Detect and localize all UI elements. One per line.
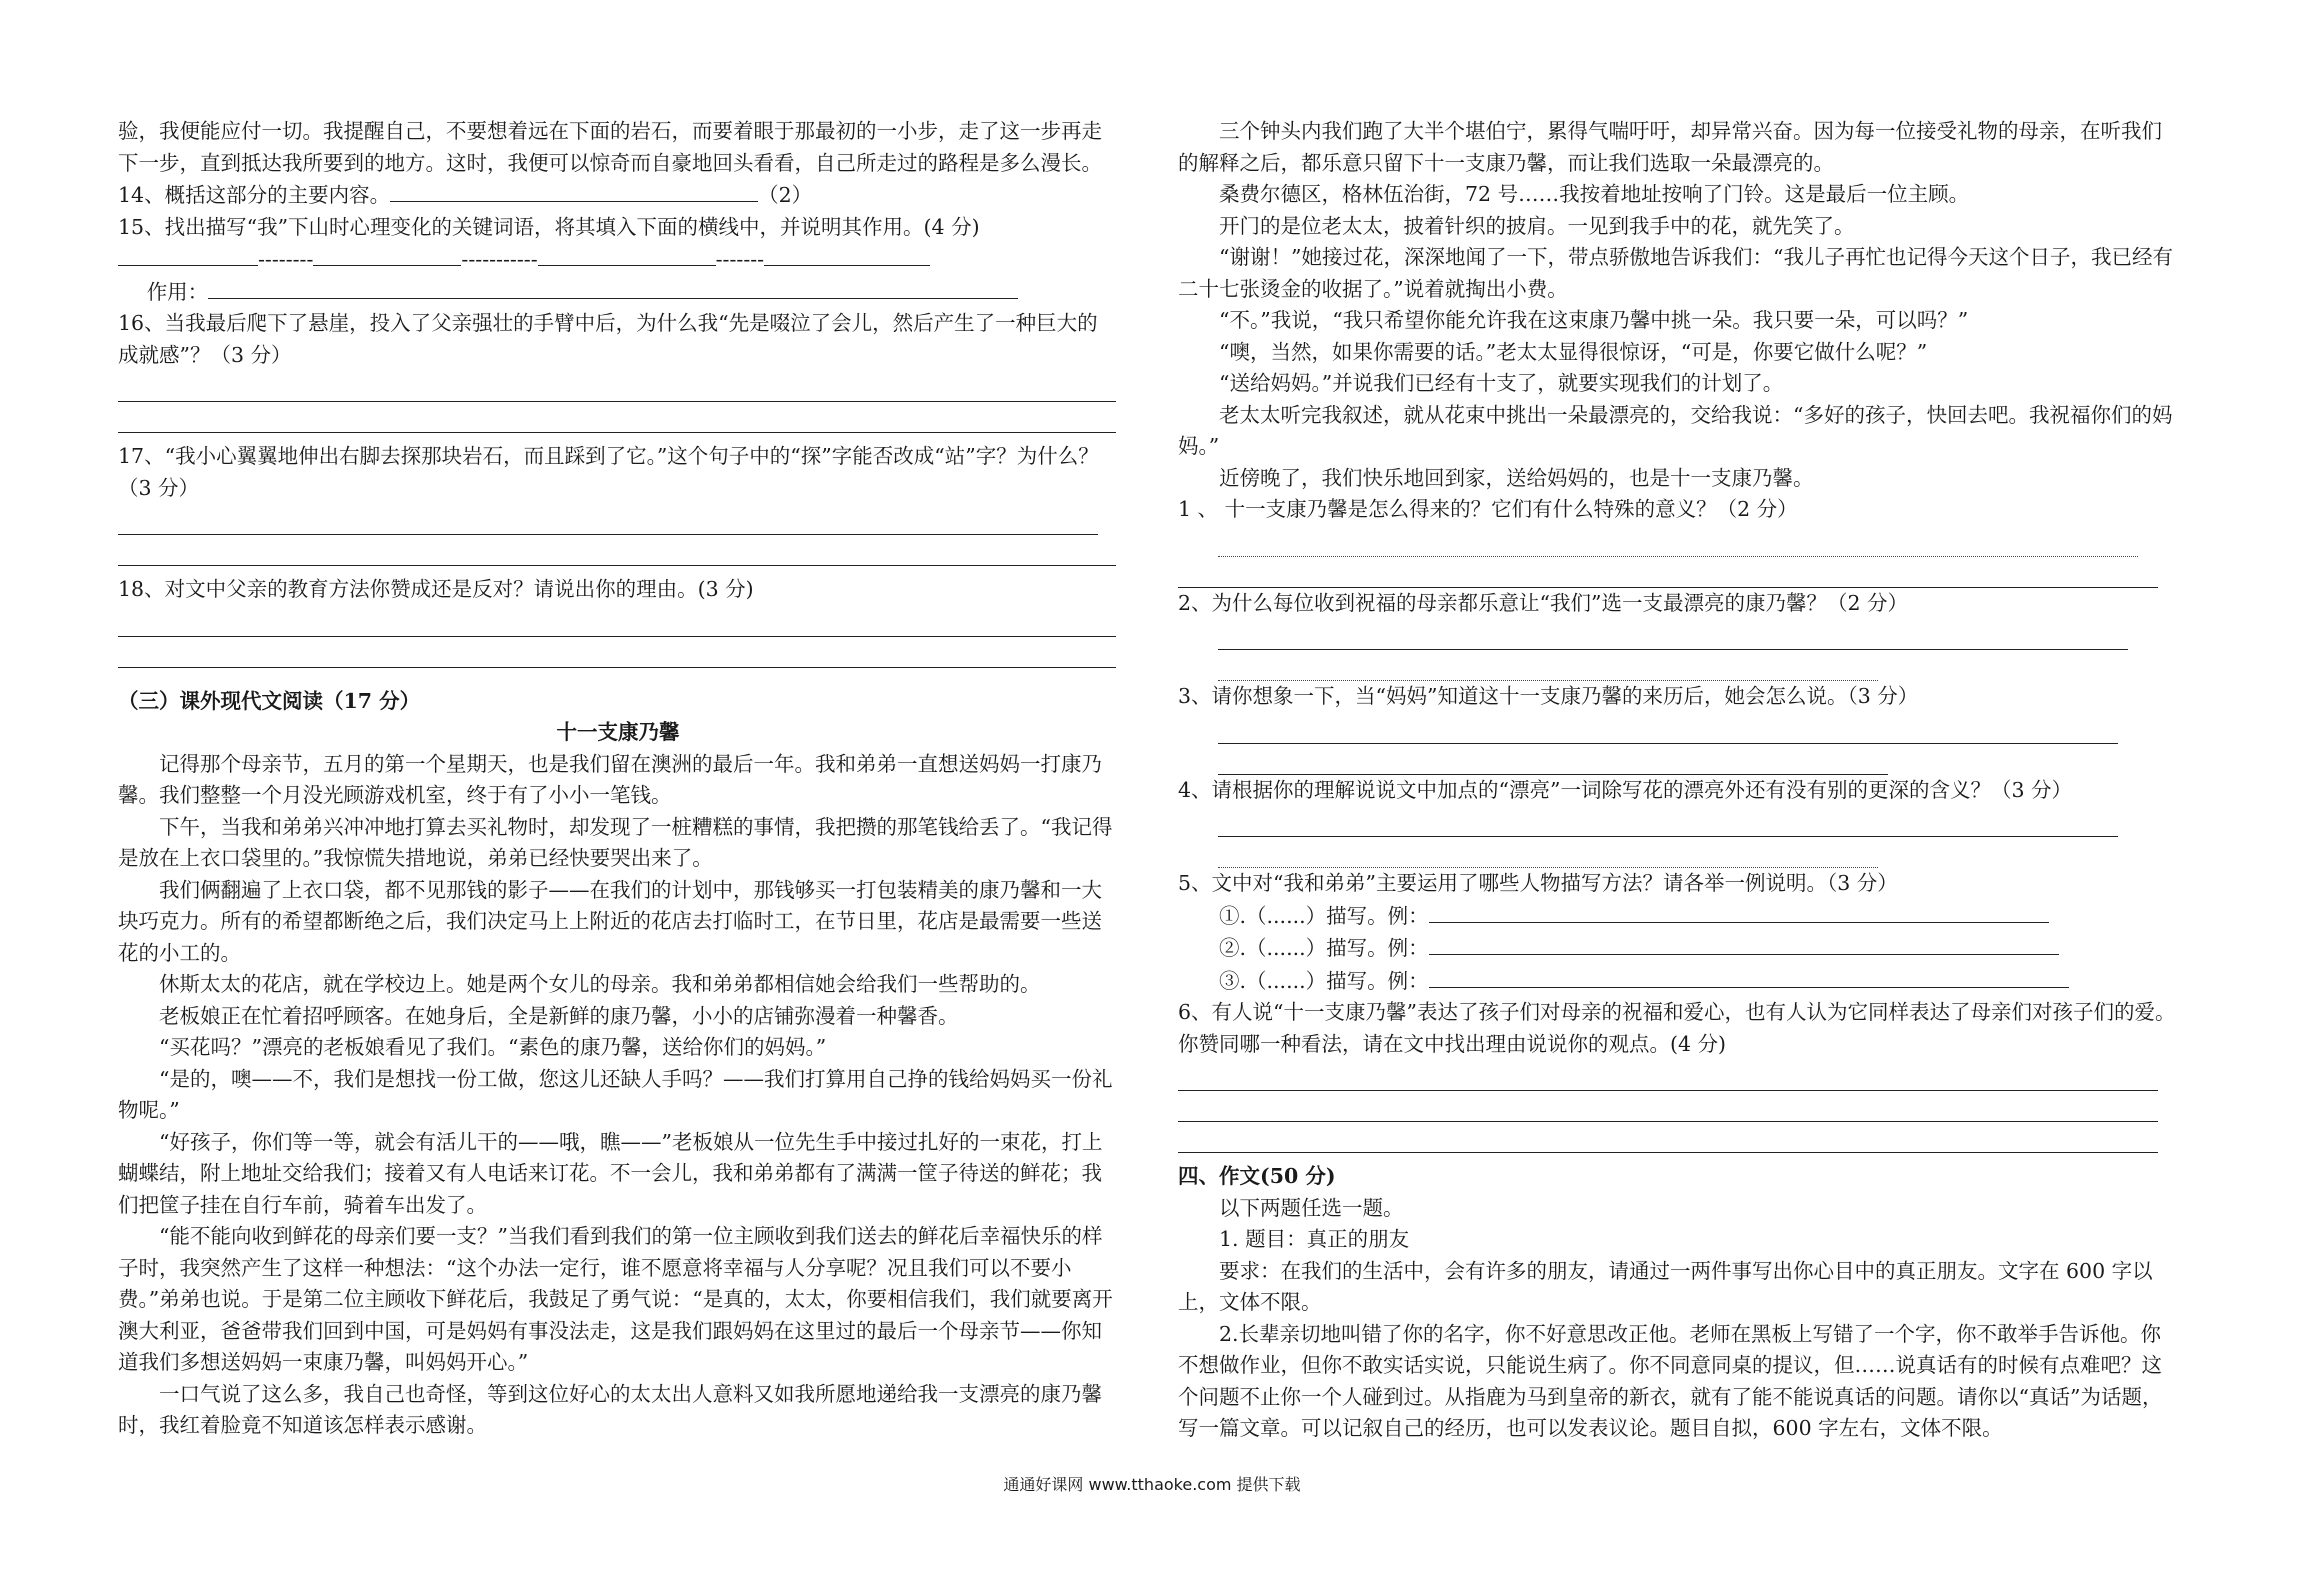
passage-paragraph: 休斯太太的花店，就在学校边上。她是两个女儿的母亲。我和弟弟都相信她会给我们一些帮助的。 xyxy=(159,972,1041,996)
question-18: 18、对文中父亲的教育方法你赞成还是反对？请说出你的理由。(3 分) xyxy=(118,577,754,601)
answer-blank-14[interactable] xyxy=(390,179,758,202)
keyword-blank-1[interactable] xyxy=(118,243,258,266)
question-15: 15、找出描写“我”下山时心理变化的关键词语，将其填入下面的横线中，并说明其作用。(4 分) xyxy=(118,214,980,239)
item-label: ②.（......）描写。例： xyxy=(1219,936,1429,960)
answer-line[interactable] xyxy=(118,371,1116,402)
answer-line[interactable] xyxy=(1218,837,1878,868)
passage-paragraph: 老太太听完我叙述，就从花束中挑出一朵最漂亮的，交给我说：“多好的孩子，快回去吧。我祝福你们的妈妈。” xyxy=(1178,402,2173,458)
passage-paragraph: “不。”我说，“我只希望你能允许我在这束康乃馨中挑一朵。我只要一朵，可以吗？” xyxy=(1219,308,1969,332)
passage-paragraph: 三个钟头内我们跑了大半个堪伯宁，累得气喘吁吁，却异常兴奋。因为每一位接受礼物的母亲，在听我们的解释之后，都乐意只留下十一支康乃馨，而让我们选取一朵最漂亮的。 xyxy=(1178,119,2162,175)
question-14-text: 14、概括这部分的主要内容。 xyxy=(118,183,391,207)
reading-question-4: 4、请根据你的理解说说文中加点的“漂亮”一词除写花的漂亮外还有没有别的更深的含义？（3 分） xyxy=(1178,777,2073,802)
composition-2: 2.长辈亲切地叫错了你的名字，你不好意思改正他。老师在黑板上写错了一个字，你不敢举手告诉他。你不想做作业，但你不敢实话实说，只能说生病了。你不同意同桌的提议，但……说真话有的时候有点难吧？这个问题不止你一个人碰到过。从指鹿为马到皇帝的新衣，就有了能不能说真话的问题。请你以“真话”为话题，写一篇文章。可以记叙自己的经历，也可以发表议论。题目自拟，600 字左右，文体不限。 xyxy=(1178,1321,2163,1440)
answer-line[interactable] xyxy=(1218,619,2128,650)
reading-question-5: 5、文中对“我和弟弟”主要运用了哪些人物描写方法？请各举一例说明。（3 分） xyxy=(1178,871,1898,895)
passage-paragraph: “买花吗？”漂亮的老板娘看见了我们。“素色的康乃馨，送给你们的妈妈。” xyxy=(159,1035,827,1059)
answer-line[interactable] xyxy=(118,402,1116,433)
reading-question-2: 2、为什么每位收到祝福的母亲都乐意让“我们”选一支最漂亮的康乃馨？（2 分） xyxy=(1178,590,1909,615)
answer-line[interactable] xyxy=(1218,744,1888,775)
page-footer: 通通好课网 www.tthaoke.com 提供下载 xyxy=(1003,1475,1301,1494)
example-blank[interactable] xyxy=(1429,965,2069,988)
answer-line[interactable] xyxy=(1178,1122,2158,1153)
passage-paragraph: 桑费尔德区，格林伍治街，72 号……我按着地址按响了门铃。这是最后一位主顾。 xyxy=(1219,182,1970,206)
answer-line[interactable] xyxy=(1178,1091,2158,1122)
reading-question-1: 1 、 十一支康乃馨是怎么得来的？它们有什么特殊的意义？（2 分） xyxy=(1178,497,1798,521)
answer-line[interactable] xyxy=(118,535,1116,566)
passage-paragraph: 一口气说了这么多，我自己也奇怪，等到这位好心的太太出人意料又如我所愿地递给我一支漂亮的康乃馨时，我红着脸竟不知道该怎样表示感谢。 xyxy=(118,1381,1102,1437)
question-14-score: （2） xyxy=(758,183,813,207)
passage-title: 十一支康乃馨 xyxy=(556,720,680,744)
answer-line[interactable] xyxy=(118,637,1116,668)
question-16: 16、当我最后爬下了悬崖，投入了父亲强壮的手臂中后，为什么我“先是啜泣了会儿，然后产生了一种巨大的成就感”？（3 分） xyxy=(118,311,1098,367)
intro-paragraph: 验，我便能应付一切。我提醒自己，不要想着远在下面的岩石，而要着眼于那最初的一小步，走了这一步再走下一步，直到抵达我所要到的地方。这时，我便可以惊奇而自豪地回头看看，自己所走过的路程是多么漫长。 xyxy=(118,119,1102,175)
blank-separator: -------- xyxy=(258,247,314,271)
answer-line[interactable] xyxy=(1178,1060,2158,1091)
blank-separator: ------- xyxy=(715,247,765,271)
passage-paragraph: “谢谢！”她接过花，深深地闻了一下，带点骄傲地告诉我们：“我儿子再忙也记得今天这个日子，我已经有二十七张烫金的收据了。”说着就掏出小费。 xyxy=(1178,245,2173,301)
answer-line[interactable] xyxy=(1218,650,1878,681)
answer-line[interactable] xyxy=(118,606,1116,637)
question-15-blanks xyxy=(118,243,1118,276)
answer-line[interactable] xyxy=(1218,713,2118,744)
section-3-heading: （三）课外现代文阅读（17 分） xyxy=(118,688,421,713)
passage-paragraph: 老板娘正在忙着招呼顾客。在她身后，全是新鲜的康乃馨，小小的店铺弥漫着一种馨香。 xyxy=(159,1003,959,1028)
answer-line[interactable] xyxy=(1218,806,2118,837)
passage-paragraph: 记得那个母亲节，五月的第一个星期天，也是我们留在澳洲的最后一年。我和弟弟一直想送妈妈一打康乃馨。我们整整一个月没光顾游戏机室，终于有了小小一笔钱。 xyxy=(118,751,1102,807)
composition-1-title: 1. 题目：真正的朋友 xyxy=(1219,1227,1410,1251)
question-5-item-2 xyxy=(1178,932,2178,965)
answer-line[interactable] xyxy=(118,504,1098,535)
item-label: ③.（......）描写。例： xyxy=(1219,968,1429,993)
composition-intro: 以下两题任选一题。 xyxy=(1219,1195,1404,1220)
reading-question-3: 3、请你想象一下，当“妈妈”知道这十一支康乃馨的来历后，她会怎么说。（3 分） xyxy=(1178,684,1919,708)
passage-paragraph: 我们俩翻遍了上衣口袋，都不见那钱的影子——在我们的计划中，那钱够买一打包装精美的康乃馨和一大块巧克力。所有的希望都断绝之后，我们决定马上上附近的花店去打临时工，在节日里，花店是最需要一些送花的小工的。 xyxy=(118,877,1102,965)
right-column xyxy=(1178,116,2178,1445)
item-label: ①.（......）描写。例： xyxy=(1219,903,1429,928)
passage-paragraph: 开门的是位老太太，披着针织的披肩。一见到我手中的花，就先笑了。 xyxy=(1219,213,1855,238)
answer-line[interactable] xyxy=(1218,526,2138,557)
passage-paragraph: 近傍晚了，我们快乐地回到家，送给妈妈的，也是十一支康乃馨。 xyxy=(1219,465,1814,490)
question-17: 17、“我小心翼翼地伸出右脚去探那块岩石，而且踩到了它。”这个句子中的“探”字能否改成“站”字？为什么？（3 分） xyxy=(118,444,1099,500)
keyword-blank-3[interactable] xyxy=(538,243,716,266)
passage-paragraph: “好孩子，你们等一等，就会有活儿干的——哦，瞧——”老板娘从一位先生手中接过扎好的一束花，打上蝴蝶结，附上地址交给我们；接着又有人电话来订花。不一会儿，我和弟弟都有了满满一筐子待送的鲜花；我们把筐子挂在自行车前，骑着车出发了。 xyxy=(118,1129,1103,1217)
question-14 xyxy=(118,179,1118,212)
composition-1-requirement: 要求：在我们的生活中，会有许多的朋友，请通过一两件事写出你心目中的真正朋友。文字在 600 字以上，文体不限。 xyxy=(1178,1258,2153,1314)
passage-paragraph: “噢，当然，如果你需要的话。”老太太显得很惊讶，“可是，你要它做什么呢？” xyxy=(1219,339,1928,364)
answer-line[interactable] xyxy=(1178,557,2158,588)
passage-paragraph: 下午，当我和弟弟兴冲冲地打算去买礼物时，却发现了一桩糟糕的事情，我把攒的那笔钱给丢了。“我记得是放在上衣口袋里的。”我惊慌失措地说，弟弟已经快要哭出来了。 xyxy=(118,814,1113,870)
section-4-heading: 四、作文(50 分) xyxy=(1178,1164,1336,1188)
example-blank[interactable] xyxy=(1429,932,2059,955)
passage-paragraph: “送给妈妈。”并说我们已经有十支了，就要实现我们的计划了。 xyxy=(1219,371,1784,395)
effect-label: 作用： xyxy=(146,279,209,304)
keyword-blank-2[interactable] xyxy=(313,243,461,266)
passage-paragraph: “是的，噢——不，我们是想找一份工做，您这儿还缺人手吗？——我们打算用自己挣的钱给妈妈买一份礼物呢。” xyxy=(118,1066,1113,1122)
effect-answer-blank[interactable] xyxy=(208,276,1018,299)
keyword-blank-4[interactable] xyxy=(764,243,930,266)
passage-paragraph: “能不能向收到鲜花的母亲们要一支？”当我们看到我们的第一位主顾收到我们送去的鲜花后幸福快乐的样子时，我突然产生了这样一种想法：“这个办法一定行，谁不愿意将幸福与人分享呢？况且我们可以不要小费。”弟弟也说。于是第二位主顾收下鲜花后，我鼓足了勇气说：“是真的，太太，你要相信我们，我们就要离开澳大利亚，爸爸带我们回到中国，可是妈妈有事没法走，这是我们跟妈妈在这里过的最后一个母亲节——你知道我们多想送妈妈一束康乃馨，叫妈妈开心。” xyxy=(118,1224,1113,1374)
reading-question-6: 6、有人说“十一支康乃馨”表达了孩子们对母亲的祝福和爱心，也有人认为它同样表达了母亲们对孩子们的爱。你赞同哪一种看法，请在文中找出理由说说你的观点。(4 分) xyxy=(1178,1000,2176,1056)
example-blank[interactable] xyxy=(1429,900,2049,923)
left-column xyxy=(118,116,1118,1442)
blank-separator: ----------- xyxy=(461,247,538,271)
question-5-item-3 xyxy=(1178,965,2178,998)
question-15-effect xyxy=(118,276,1118,309)
question-5-item-1 xyxy=(1178,900,2178,933)
